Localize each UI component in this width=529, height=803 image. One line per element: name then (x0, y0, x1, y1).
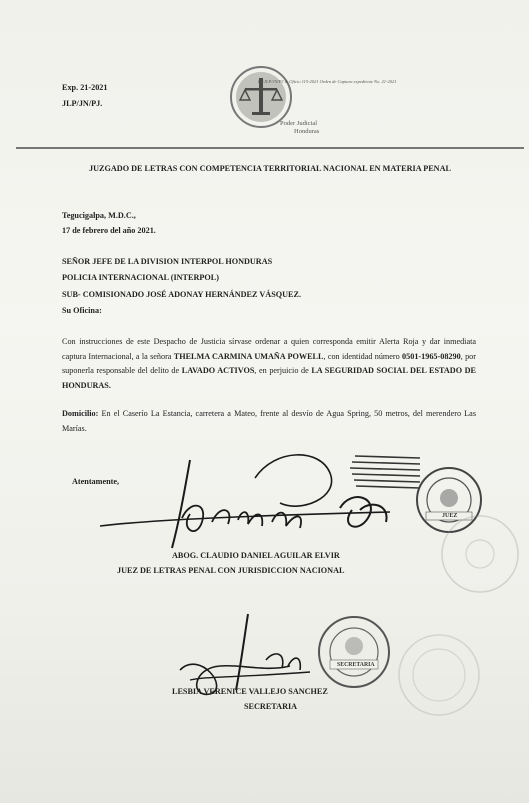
date: 17 de febrero del año 2021. (62, 226, 156, 235)
faded-seal-icon (438, 512, 522, 596)
judge-seal-label: JUEZ (442, 513, 458, 519)
domicile-text: En el Caserío La Estancia, carretera a Mateo, frente al desvío de Agua Spring, 50 metros, del merendero Las Marías. (62, 409, 476, 433)
emblem-caption-line1: Poder Judicial (280, 120, 318, 127)
judge-name: ABOG. CLAUDIO DANIEL AGUILAR ELVIR (172, 551, 340, 560)
faded-seal-2-icon (396, 632, 482, 718)
domicile-paragraph (62, 407, 476, 436)
emblem-caption (280, 120, 319, 136)
domicile-label: Domicilio: (62, 409, 99, 418)
body-text-1: Con instrucciones de este Despacho de Justicia sírvase ordenar a quien corresponda emitir Alerta Roja y dar inmediata captura Internacional, a la señora (62, 337, 476, 361)
recipient-line1: SEÑOR JEFE DE LA DIVISION INTERPOL HONDURAS (62, 257, 273, 266)
body-text-4: , en perjuicio de (254, 366, 312, 375)
accused-id: 0501-1965-08290 (402, 351, 461, 361)
header-divider (16, 147, 524, 149)
court-title: JUZGADO DE LETRAS CON COMPETENCIA TERRITORIAL NACIONAL EN MATERIA PENAL (89, 164, 451, 173)
secretary-seal-label: SECRETARIA (337, 662, 375, 668)
case-code: JLP/JN/PJ. (62, 99, 103, 108)
closing: Atentamente, (72, 477, 120, 486)
secretary-title: SECRETARIA (244, 702, 298, 711)
crime: LAVADO ACTIVOS (181, 366, 255, 375)
judge-title: JUEZ DE LETRAS PENAL CON JURISDICCION NACIONAL (117, 566, 345, 575)
secretary-name: LESBIA VERENICE VALLEJO SANCHEZ (172, 687, 328, 696)
body-text-2: , con identidad número (323, 351, 403, 361)
judge-signature-icon (90, 448, 420, 558)
body-paragraph (62, 335, 476, 393)
secretary-seal-icon (316, 614, 392, 695)
victim: LA SEGURIDAD SOCIAL DEL ESTADO DE HONDURAS. (62, 366, 477, 390)
recipient-line2: POLICIA INTERNACIONAL (INTERPOL) (62, 273, 219, 282)
accused-name: THELMA CARMINA UMAÑA POWELL (173, 351, 324, 361)
recipient-line4: Su Oficina: (62, 306, 102, 315)
reference-line: PJ/JLP/JN/PJ & Oficio 115-2021 Orden de Captura expediente No. 21-2021 (258, 79, 397, 84)
place: Tegucigalpa, M.D.C., (62, 211, 136, 220)
body-text-3: , por suponerla responsable del delito de (62, 351, 476, 375)
header-case-info (62, 80, 108, 112)
recipient-line3: SUB- COMISIONADO JOSÉ ADONAY HERNÁNDEZ VÁSQUEZ. (62, 290, 301, 299)
case-number: Exp. 21-2021 (62, 83, 108, 92)
emblem-caption-line2: Honduras (294, 128, 320, 135)
